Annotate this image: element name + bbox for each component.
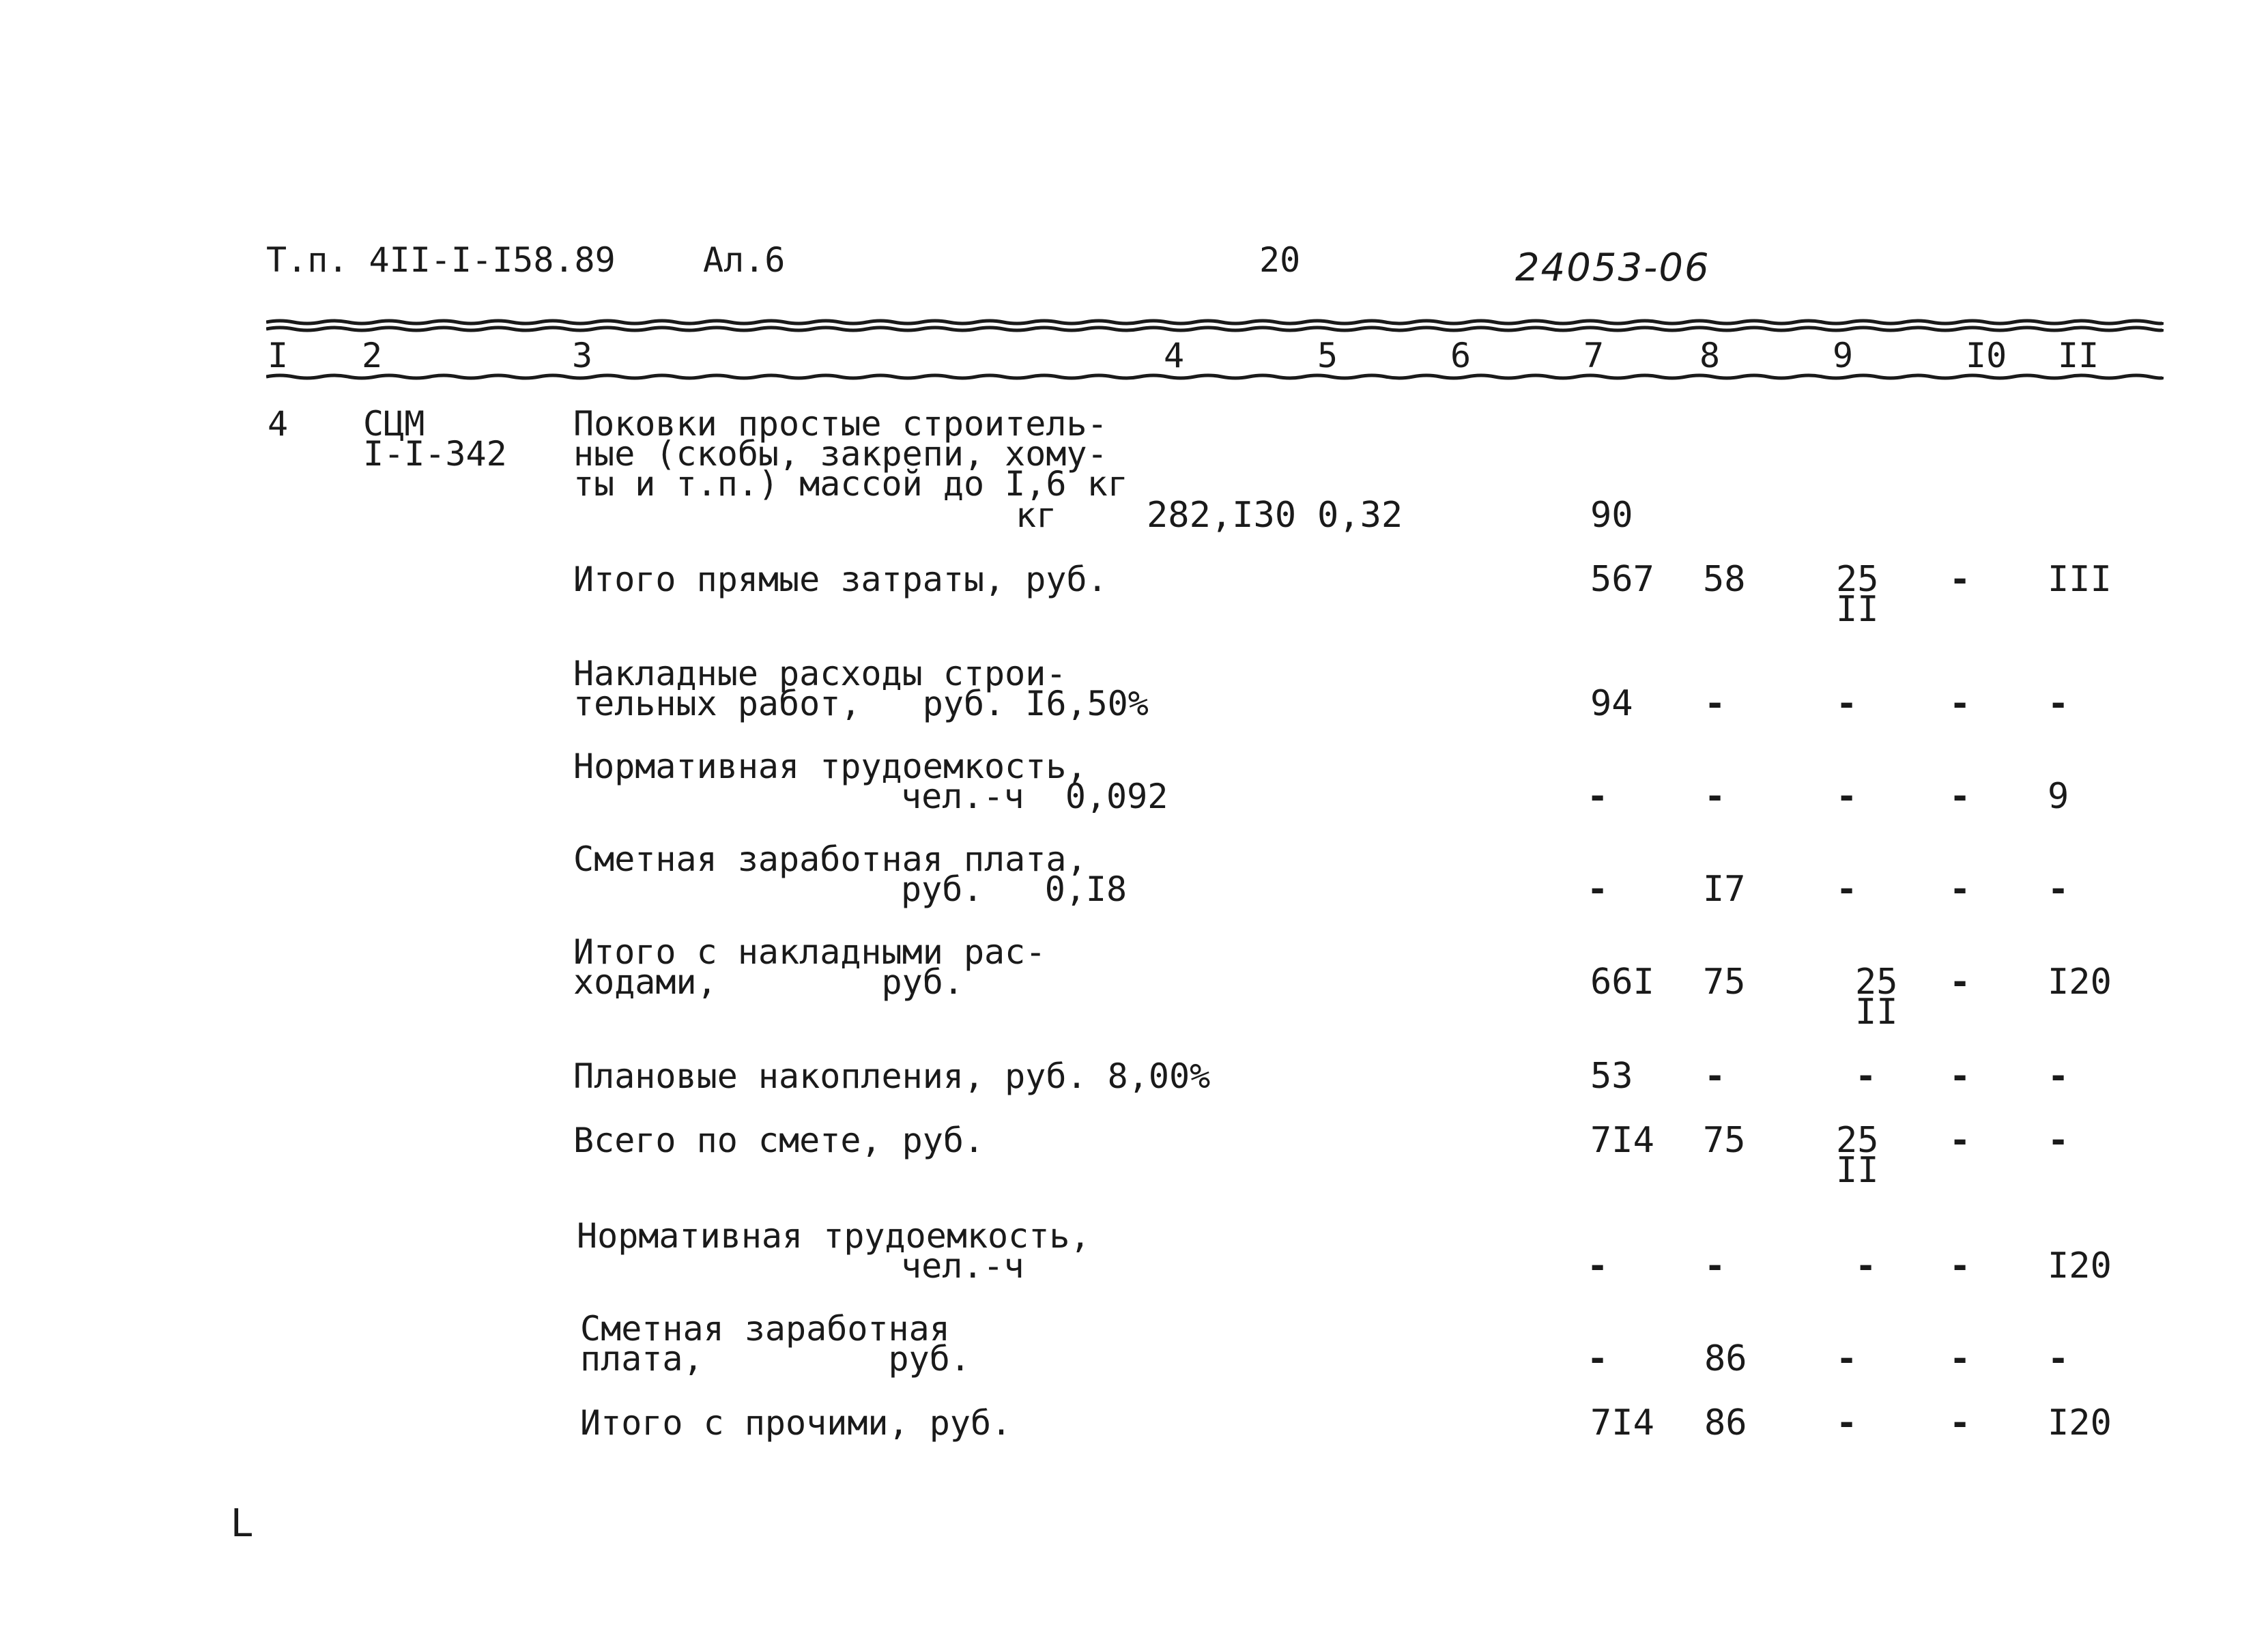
row-estimate-total-col8: 75 — [1703, 1120, 1746, 1161]
row-planned-savings-col9: - — [1855, 1056, 1877, 1097]
col-header-3: 3 — [572, 336, 593, 375]
row-direct-costs-col9b: II — [1836, 589, 1879, 630]
top-rule — [266, 318, 2164, 333]
row-wage-total-col11: - — [2048, 1338, 2069, 1379]
row-overhead-col11: - — [2048, 683, 2069, 724]
item-qty: 282,I30 — [1147, 495, 1297, 536]
item-desc-line3: ты и т.п.) массой до I,6 кг — [573, 464, 1128, 504]
row-direct-costs-col8: 58 — [1703, 559, 1746, 600]
col-header-4: 4 — [1164, 336, 1185, 375]
row-labor-total-col11: I20 — [2048, 1246, 2112, 1286]
row-overhead-line1: Накладные расходы строи- — [573, 654, 1067, 693]
row-labor-norm-line1: Нормативная трудоемкость, — [573, 747, 1087, 786]
row-with-overhead-col7: 66I — [1590, 962, 1654, 1003]
col-header-6: 6 — [1450, 336, 1472, 375]
album-label: Ал.6 — [703, 240, 786, 280]
row-wage-col9: - — [1836, 869, 1858, 910]
page-number: 20 — [1259, 240, 1301, 280]
row-wage-total-col8: 86 — [1704, 1338, 1747, 1379]
row-wage-total-line2: плата, руб. — [580, 1339, 971, 1379]
item-col7: 90 — [1590, 495, 1633, 536]
item-code-line1: СЦМ — [363, 404, 425, 444]
row-with-overhead-col10: - — [1949, 962, 1971, 1003]
row-planned-savings-col10: - — [1949, 1056, 1971, 1097]
row-direct-costs-col7: 567 — [1590, 559, 1654, 600]
row-with-overhead-col11: I20 — [2048, 962, 2112, 1003]
row-labor-total-col8: - — [1704, 1246, 1726, 1286]
row-labor-total-col10: - — [1949, 1246, 1971, 1286]
item-number: 4 — [268, 404, 289, 444]
row-estimate-total-col7: 7I4 — [1590, 1120, 1654, 1161]
row-grand-total-col10: - — [1949, 1402, 1971, 1443]
row-labor-total-col7: - — [1587, 1246, 1609, 1286]
row-with-overhead-col9a: 25 — [1855, 962, 1898, 1003]
row-with-overhead-line1: Итого с накладными рас- — [573, 932, 1046, 972]
row-direct-costs-label: Итого прямые затраты, руб. — [573, 560, 1108, 599]
row-estimate-total-label: Всего по смете, руб. — [573, 1121, 985, 1160]
row-labor-norm-col7: - — [1587, 776, 1609, 817]
row-estimate-total-col9a: 25 — [1836, 1120, 1879, 1161]
footer-mark: L — [231, 1501, 253, 1546]
row-overhead-col7: 94 — [1590, 683, 1633, 724]
row-direct-costs-col9a: 25 — [1836, 559, 1879, 600]
row-with-overhead-col8: 75 — [1703, 962, 1746, 1003]
col-header-1: I — [268, 336, 289, 375]
row-labor-norm-col10: - — [1949, 776, 1971, 817]
row-labor-total-line2: чел.-ч — [901, 1246, 1024, 1286]
row-wage-col10: - — [1949, 869, 1971, 910]
item-price: 0,32 — [1317, 495, 1403, 536]
row-wage-col7: - — [1587, 869, 1609, 910]
row-grand-total-col11: I20 — [2048, 1402, 2112, 1443]
row-grand-total-col7: 7I4 — [1590, 1402, 1654, 1443]
row-wage-total-line1: Сметная заработная — [580, 1309, 950, 1349]
row-direct-costs-col10: - — [1949, 559, 1971, 600]
col-header-2: 2 — [362, 336, 383, 375]
item-code-line2: I-I-342 — [363, 434, 507, 474]
header-rule — [266, 373, 2164, 381]
row-wage-total-col7: - — [1587, 1338, 1609, 1379]
row-wage-total-col10: - — [1949, 1338, 1971, 1379]
row-planned-savings-col11: - — [2048, 1056, 2069, 1097]
row-with-overhead-col9b: II — [1855, 992, 1898, 1033]
row-labor-total-col9: - — [1855, 1246, 1877, 1286]
row-labor-norm-col9: - — [1836, 776, 1858, 817]
doc-code: Т.п. 4II-I-I58.89 — [266, 240, 616, 280]
handwritten-code: 24053-06 — [1515, 246, 1710, 290]
row-estimate-total-col9b: II — [1836, 1150, 1879, 1191]
row-overhead-line2: тельных работ, руб. I6,50% — [573, 684, 1149, 723]
row-grand-total-col8: 86 — [1704, 1402, 1747, 1443]
row-wage-total-col9: - — [1836, 1338, 1858, 1379]
col-header-8: 8 — [1699, 336, 1721, 375]
row-direct-costs-col11: III — [2048, 559, 2112, 600]
col-header-10: I0 — [1966, 336, 2007, 375]
item-desc-line1: Поковки простые строитель- — [573, 404, 1108, 444]
row-wage-line1: Сметная заработная плата, — [573, 839, 1087, 879]
row-overhead-col8: - — [1704, 683, 1726, 724]
row-estimate-total-col11: - — [2048, 1120, 2069, 1161]
row-planned-savings-col7: 53 — [1590, 1056, 1633, 1097]
row-overhead-col9: - — [1836, 683, 1858, 724]
item-desc-line2: ные (скобы, закрепи, хому- — [573, 434, 1108, 474]
row-estimate-total-col10: - — [1949, 1120, 1971, 1161]
col-header-7: 7 — [1583, 336, 1605, 375]
row-with-overhead-line2: ходами, руб. — [573, 962, 964, 1002]
row-grand-total-label: Итого с прочими, руб. — [580, 1403, 1012, 1443]
row-labor-norm-col11: 9 — [2048, 776, 2069, 817]
row-grand-total-col9: - — [1836, 1402, 1858, 1443]
row-planned-savings-label: Плановые накопления, руб. 8,00% — [573, 1056, 1211, 1096]
row-labor-norm-line2: чел.-ч 0,092 — [901, 777, 1168, 816]
col-header-9: 9 — [1833, 336, 1854, 375]
row-wage-col8: I7 — [1703, 869, 1746, 910]
row-labor-total-line1: Нормативная трудоемкость, — [577, 1216, 1091, 1256]
row-wage-col11: - — [2048, 869, 2069, 910]
col-header-11: II — [2058, 336, 2099, 375]
col-header-5: 5 — [1317, 336, 1338, 375]
row-labor-norm-col8: - — [1704, 776, 1726, 817]
row-planned-savings-col8: - — [1704, 1056, 1726, 1097]
row-overhead-col10: - — [1949, 683, 1971, 724]
row-wage-line2: руб. 0,I8 — [901, 869, 1128, 909]
item-unit: кг — [1016, 495, 1057, 535]
